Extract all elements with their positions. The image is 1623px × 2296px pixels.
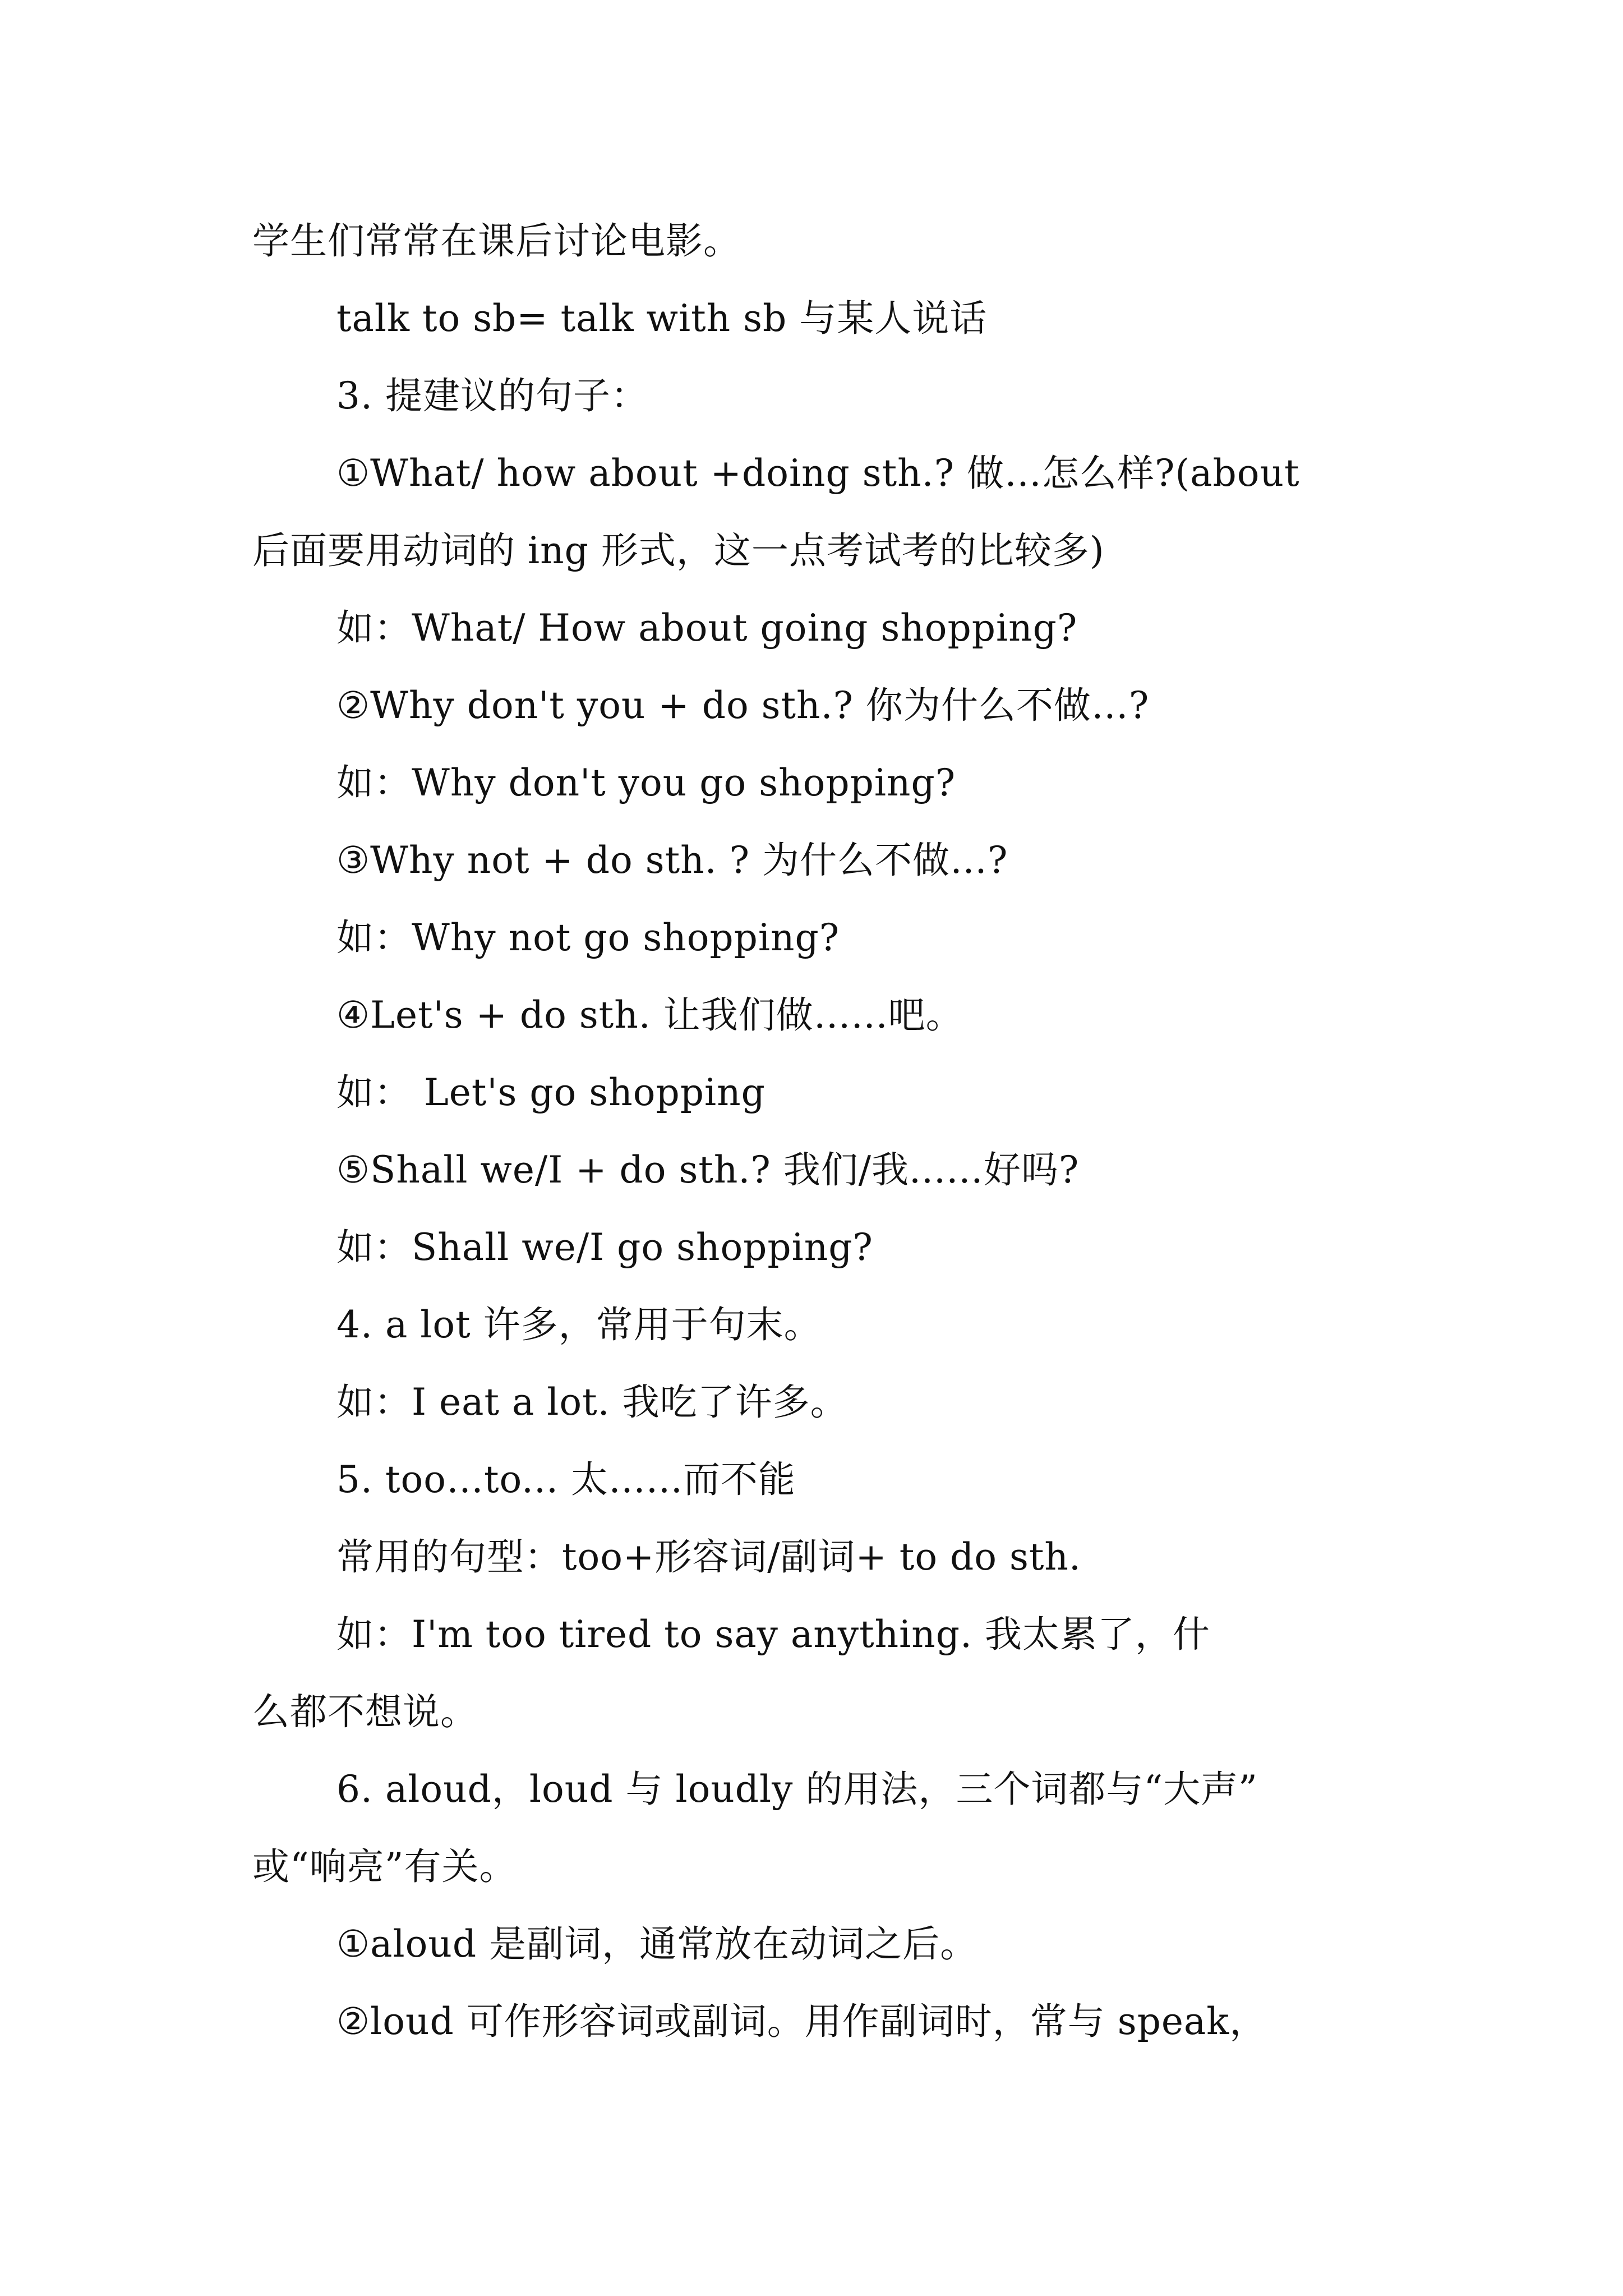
text-line: 5. too…to... 太…...而不能: [336, 1458, 796, 1501]
text-line: 如： Let's go shopping: [336, 1071, 766, 1114]
text-line: 6. aloud，loud 与 loudly 的用法，三个词都与“大声”: [336, 1768, 1258, 1811]
text-line: 学生们常常在课后讨论电影。: [252, 219, 741, 263]
text-line: 如：Shall we/I go shopping?: [336, 1226, 873, 1269]
text-line: ①aloud 是副词，通常放在动词之后。: [336, 1922, 978, 1966]
text-line: 如：I'm too tired to say anything. 我太累了，什: [336, 1613, 1210, 1656]
text-line: 么都不想说。: [252, 1690, 478, 1733]
text-line: 如：What/ How about going shopping?: [336, 606, 1078, 650]
text-line: ①What/ how about +doing sth.? 做…怎么样?(about: [336, 452, 1300, 495]
text-line: 4. a lot 许多，常用于句末。: [336, 1303, 822, 1346]
text-line: 后面要用动词的 ing 形式，这一点考试考的比较多): [252, 529, 1105, 572]
text-line: ④Let's + do sth. 让我们做…...吧。: [336, 993, 963, 1037]
text-line: 或“响亮”有关。: [252, 1845, 517, 1888]
text-line: talk to sb= talk with sb 与某人说话: [336, 297, 988, 340]
text-line: ③Why not + do sth. ? 为什么不做…?: [336, 839, 1008, 882]
text-line: 如：Why not go shopping?: [336, 916, 840, 959]
text-line: ⑤Shall we/I + do sth.? 我们/我...…好吗?: [336, 1148, 1080, 1191]
text-line: 常用的句型：too+形容词/副词+ to do sth.: [336, 1535, 1081, 1579]
text-line: ②Why don't you + do sth.? 你为什么不做…?: [336, 684, 1150, 727]
text-line: 如：I eat a lot. 我吃了许多。: [336, 1381, 848, 1424]
text-line: 3. 提建议的句子：: [336, 374, 648, 417]
text-line: ②loud 可作形容词或副词。用作副词时，常与 speak，: [336, 2000, 1267, 2043]
text-line: 如：Why don't you go shopping?: [336, 761, 956, 804]
